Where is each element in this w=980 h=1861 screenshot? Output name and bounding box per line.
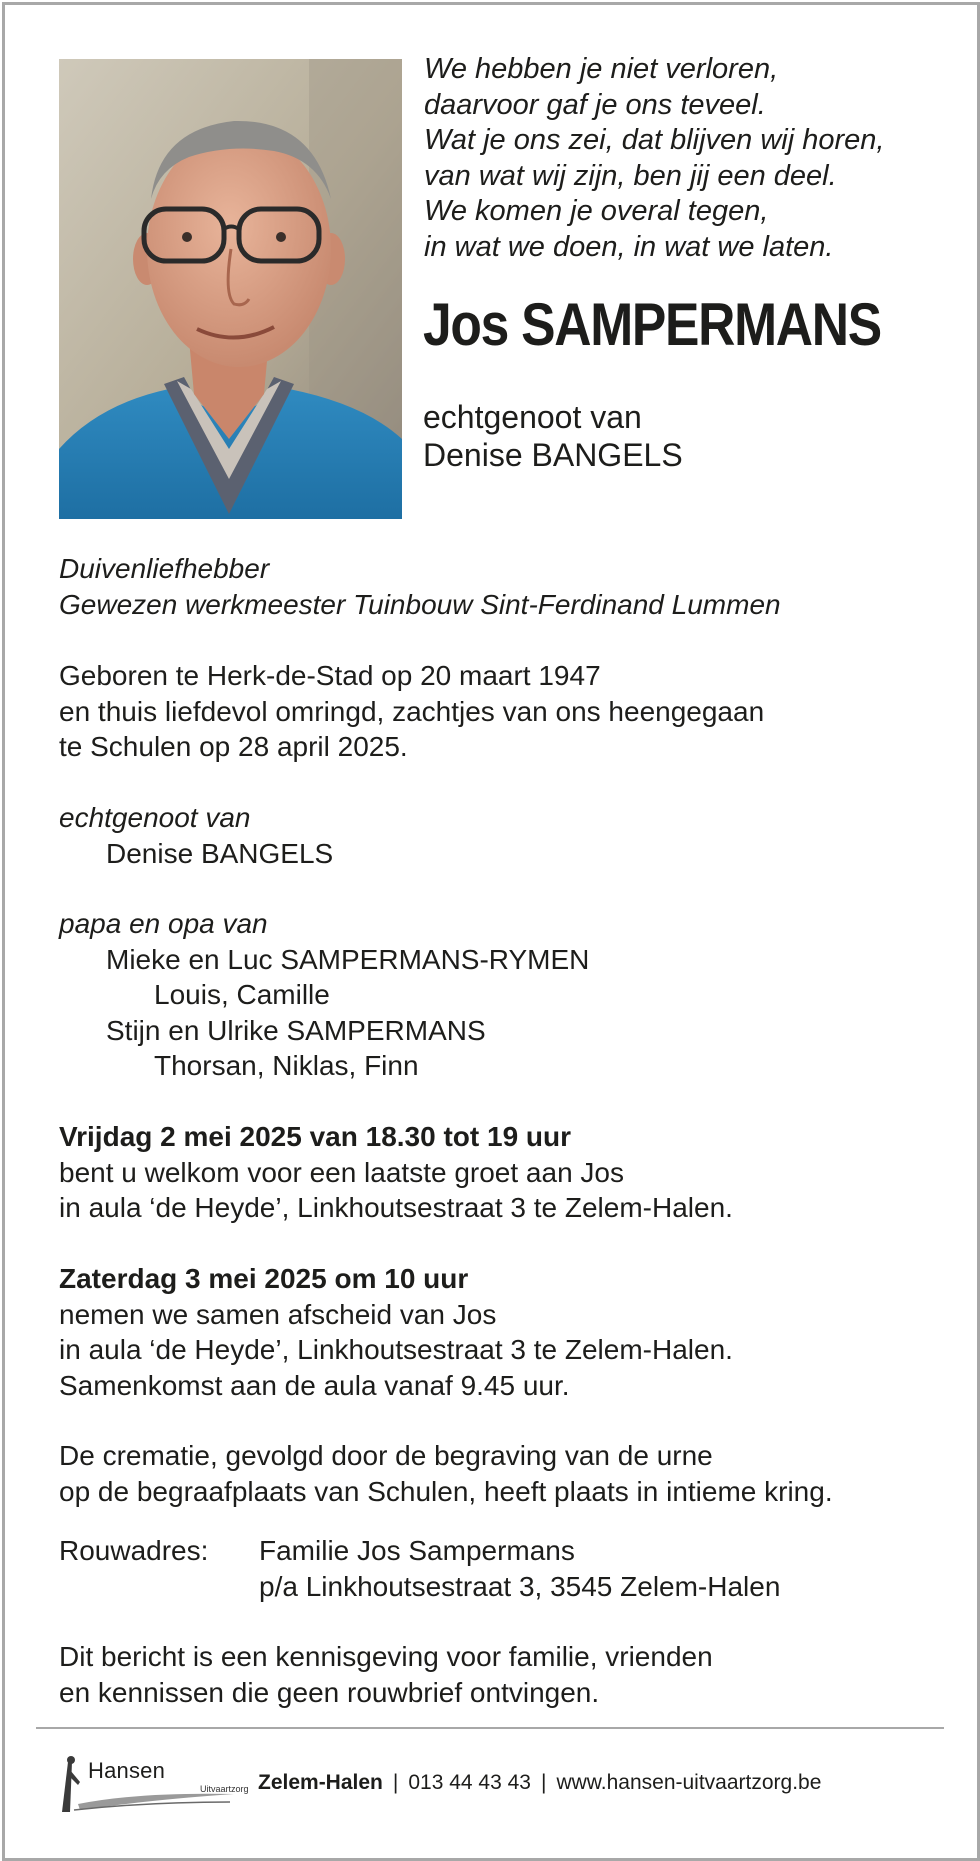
grandchildren-names: Thorsan, Niklas, Finn xyxy=(154,1050,419,1081)
footer-separator: | xyxy=(392,1771,399,1794)
visitation-heading: Vrijdag 2 mei 2025 van 18.30 tot 19 uur xyxy=(59,1121,572,1152)
cremation xyxy=(59,1438,833,1509)
poem-line: van wat wij zijn, ben jij een deel. xyxy=(424,159,837,192)
mourning-address-line: p/a Linkhoutsestraat 3, 3545 Zelem-Halen xyxy=(259,1570,781,1602)
child-names: Mieke en Luc SAMPERMANS-RYMEN xyxy=(106,943,590,975)
farewell-heading: Zaterdag 3 mei 2025 om 10 uur xyxy=(59,1263,469,1294)
notice-line: en kennissen die geen rouwbrief ontvingen. xyxy=(59,1676,600,1708)
deceased-name: Jos SAMPERMANS xyxy=(423,291,881,358)
spouse-intro-line: echtgenoot van xyxy=(423,399,642,435)
footer-divider xyxy=(36,1727,944,1729)
notice xyxy=(59,1639,713,1710)
footer-website[interactable]: www.hansen-uitvaartzorg.be xyxy=(556,1771,822,1794)
birth-death-line: te Schulen op 28 april 2025. xyxy=(59,731,408,762)
logo-subtitle: Uitvaartzorg xyxy=(200,1784,249,1794)
family-section xyxy=(59,906,589,1084)
poem-line: in wat we doen, in wat we laten. xyxy=(424,230,834,263)
visitation-line: bent u welkom voor een laatste groet aan Jos xyxy=(59,1156,625,1188)
portrait-photo xyxy=(59,59,402,519)
footer-city: Zelem-Halen xyxy=(258,1771,383,1794)
grandchildren-names: Louis, Camille xyxy=(154,979,330,1010)
roles xyxy=(59,551,781,622)
cremation-line: De crematie, gevolgd door de begraving van de urne xyxy=(59,1440,713,1471)
hansen-logo xyxy=(58,1752,249,1818)
birth-death xyxy=(59,658,764,765)
cremation-line: op de begraafplaats van Schulen, heeft plaats in intieme kring. xyxy=(59,1475,833,1507)
spouse-name: Denise BANGELS xyxy=(106,837,334,869)
notice-line: Dit bericht is een kennisgeving voor familie, vrienden xyxy=(59,1641,713,1672)
spouse-section xyxy=(59,800,333,871)
farewell-line: in aula ‘de Heyde’, Linkhoutsestraat 3 te Zelem-Halen. xyxy=(59,1334,733,1365)
mourning-address-line: Familie Jos Sampermans xyxy=(259,1535,575,1566)
poem xyxy=(424,52,944,266)
farewell-line: nemen we samen afscheid van Jos xyxy=(59,1298,497,1330)
visitation-line: in aula ‘de Heyde’, Linkhoutsestraat 3 te Zelem-Halen. xyxy=(59,1192,733,1223)
spouse-heading: echtgenoot van xyxy=(59,802,251,833)
mourning-address-label: Rouwadres: xyxy=(59,1535,209,1566)
role-line: Gewezen werkmeester Tuinbouw Sint-Ferdinand Lummen xyxy=(59,588,781,620)
footer-contact xyxy=(258,1771,821,1795)
poem-line: We hebben je niet verloren, xyxy=(424,53,779,85)
footer-phone[interactable]: 013 44 43 43 xyxy=(408,1771,531,1794)
child-names: Stijn en Ulrike SAMPERMANS xyxy=(106,1014,486,1046)
mourning-address-lines xyxy=(259,1533,780,1604)
poem-line: daarvoor gaf je ons teveel. xyxy=(424,88,766,121)
visitation xyxy=(59,1119,733,1226)
poem-line: Wat je ons zei, dat blijven wij horen, xyxy=(424,124,885,157)
spouse-intro-name: Denise BANGELS xyxy=(423,437,683,473)
spouse-intro xyxy=(423,398,683,474)
birth-death-line: en thuis liefdevol omringd, zachtjes van ons heengegaan xyxy=(59,695,765,727)
farewell-line: Samenkomst aan de aula vanaf 9.45 uur. xyxy=(59,1369,570,1401)
birth-death-line: Geboren te Herk-de-Stad op 20 maart 1947 xyxy=(59,660,601,691)
footer-separator: | xyxy=(540,1771,547,1794)
poem-line: We komen je overal tegen, xyxy=(424,195,769,228)
farewell xyxy=(59,1261,733,1403)
logo-name: Hansen xyxy=(88,1758,166,1783)
role-line: Duivenliefhebber xyxy=(59,553,270,584)
family-heading: papa en opa van xyxy=(59,908,268,939)
